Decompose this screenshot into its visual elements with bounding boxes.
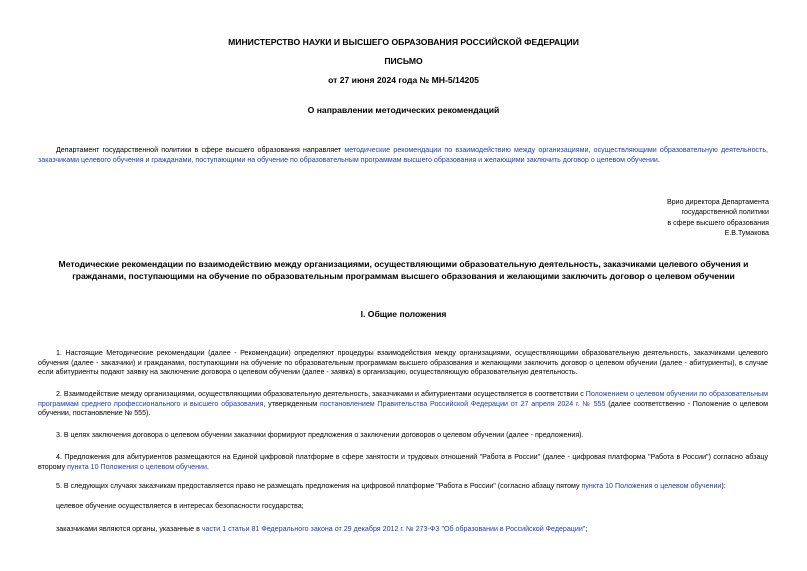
federal-law-link[interactable]: части 1 статьи 81 Федерального закона от 29 декабря 2012 г. № 273-ФЗ "Об образовании в Российской Федерации" — [201, 525, 586, 533]
regulation-link[interactable]: Положением о целевом обучении по образовательным программам среднего профессионального и высшего образования — [38, 390, 768, 408]
intro-paragraph — [38, 146, 768, 165]
paragraph-4-text-2: . — [206, 462, 209, 471]
ministry-header: МИНИСТЕРСТВО НАУКИ И ВЫСШЕГО ОБРАЗОВАНИЯ РОССИЙСКОЙ ФЕДЕРАЦИИ — [228, 37, 579, 47]
intro-text: Департамент государственной политики в сфере высшего образования направляет — [56, 146, 345, 154]
paragraph-5 — [38, 482, 768, 492]
paragraph-3: 3. В целях заключения договора о целевом обучении заказчики формируют предложения о заключении договоров о целевом обучении (далее - предложения). — [56, 431, 584, 439]
signature-line-3: в сфере высшего образования — [667, 218, 769, 227]
document-date-number: от 27 июня 2024 года № МН-5/14205 — [328, 75, 479, 85]
signature-line-1: Врио директора Департамента — [666, 198, 769, 206]
recommendations-title: Методические рекомендации по взаимодействию между организациями, осуществляющими образовательную деятельность, заказчиками целевого обучения и гражданами, поступающими на обучение по образовательным программам высшего образования и желающими заключить договор о целевом обучении — [58, 259, 749, 281]
resolution-link[interactable]: постановлением Правительства Российской Федерации от 27 апреля 2024 г. № 555 — [319, 399, 606, 408]
recommendations-link[interactable]: методические рекомендации по взаимодействию между организациями, осуществляющими образовательную деятельность, заказчиками целевого обучения и гражданами, поступающими на обучение по образовательным программам высшего образования и желающими заключить договор о целевом обучении — [38, 146, 768, 164]
document-type: ПИСЬМО — [384, 56, 423, 66]
section-title: I. Общие положения — [360, 309, 447, 319]
paragraph-2-text-3: (далее соответственно - Положение о целевом обучении, постановление № 555). — [38, 399, 768, 418]
paragraph-7-text-1: заказчиками являются органы, указанные в — [56, 525, 202, 533]
document-subject: О направлении методических рекомендаций — [307, 105, 500, 115]
paragraph-2 — [38, 390, 768, 419]
paragraph-5-text-2: ): — [721, 482, 726, 490]
paragraph-2-text-2: , утвержденным — [263, 399, 320, 408]
paragraph-4 — [38, 453, 768, 472]
paragraph-7 — [38, 525, 768, 535]
paragraph-2-text-1: 2. Взаимодействие между организациями, осуществляющими образовательную деятельность, заказчиками и абитуриентами осуществляется в соответствии с — [56, 390, 586, 398]
paragraph-4-text-1: 4. Предложения для абитуриентов размещаются на Единой цифровой платформе в сфере занятости и трудовых отношений "Работа в России" (далее - цифровая платформа "Работа в России") согласно абзацу второму — [38, 453, 768, 471]
paragraph-6: целевое обучение осуществляется в интересах безопасности государства; — [56, 502, 304, 510]
paragraph-1: 1. Настоящие Методические рекомендации (далее - Рекомендации) определяют процедуры взаимодействия между организациями, осуществляющими образовательную деятельность, заказчиками целевого обучения (далее - заказчики) и гражданами, поступающими на обучение по образовательным программам высшего образования и желающими заключить договор о целевом обучении (далее - абитуриенты), в случае если абитуриенты подают заявку на заключение договора о целевом обучении (далее - заявка) в организацию, осуществляющую образовательную деятельность. — [38, 349, 768, 377]
paragraph-5-text-1: 5. В следующих случаях заказчикам предоставляется право не размещать предложения на цифровой платформе "Работа в России" (согласно абзацу пятому — [56, 482, 582, 490]
signature-name: Е.В.Тумакова — [724, 229, 769, 238]
paragraph-7-text-2: ; — [585, 525, 588, 533]
point-10-link[interactable]: пункта 10 Положения о целевом обучении — [67, 462, 207, 471]
signature-block — [667, 197, 769, 239]
signature-line-2: государственной политики — [681, 208, 769, 217]
point-10-link-2[interactable]: пункта 10 Положения о целевом обучении — [581, 482, 722, 490]
intro-text-end: . — [657, 155, 660, 164]
